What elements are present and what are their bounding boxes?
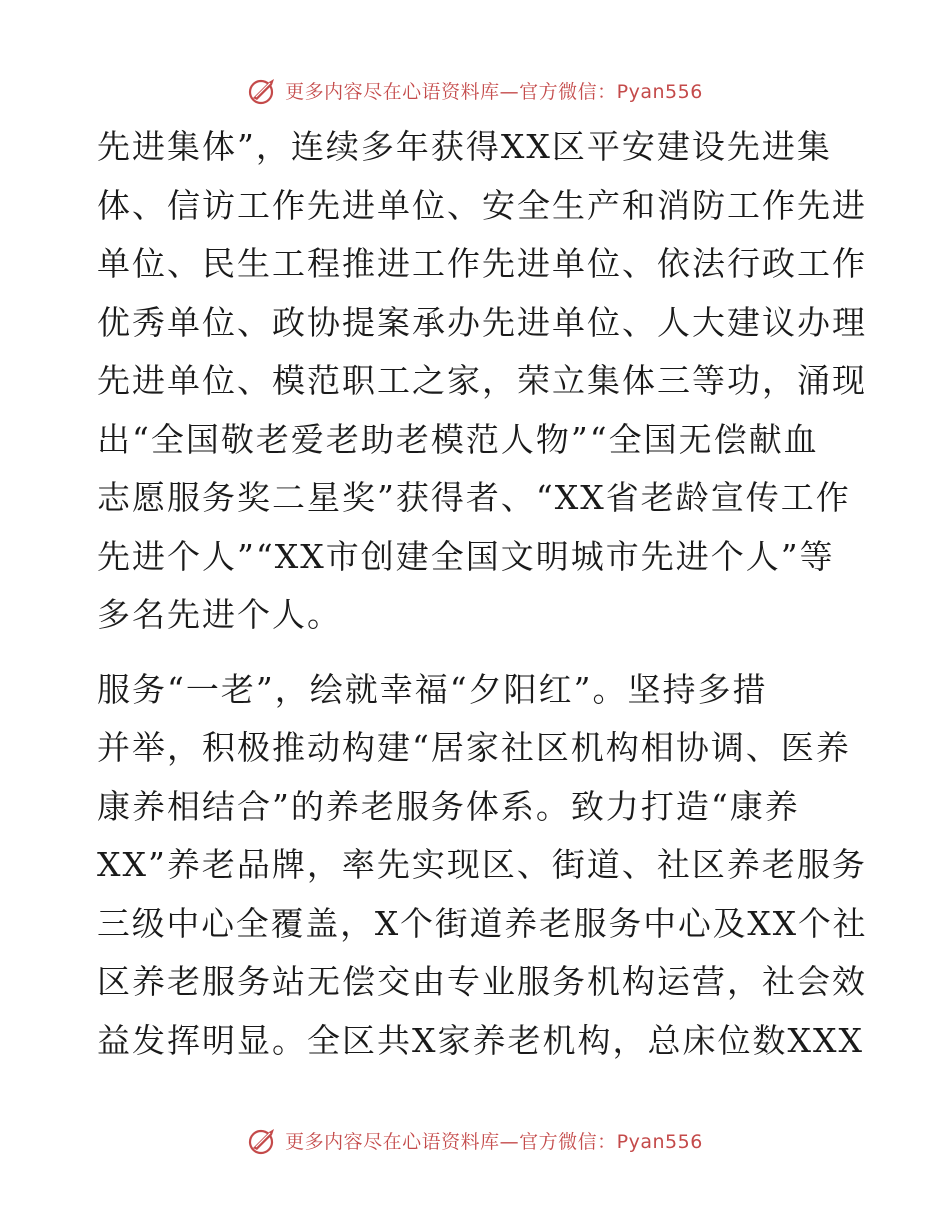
text-line: 并举，积极推动构建“居家社区机构相协调、医养 bbox=[97, 728, 851, 767]
text-line: 益发挥明显。全区共X家养老机构，总床位数XXX bbox=[97, 1020, 864, 1060]
footer-watermark bbox=[0, 1120, 950, 1160]
text-line: 先进个人”“XX市创建全国文明城市先进个人”等 bbox=[97, 536, 835, 576]
text-line: 康养相结合”的养老服务体系。致力打造“康养 bbox=[97, 786, 800, 826]
text-line: 志愿服务奖二星奖”获得者、“XX省老龄宣传工作 bbox=[97, 478, 851, 517]
text-line: XX”养老品牌，率先实现区、街道、社区养老服务 bbox=[97, 845, 867, 884]
text-line: 三级中心全覆盖，X个街道养老服务中心及XX个社 bbox=[97, 903, 868, 943]
body-text bbox=[97, 118, 868, 1070]
pen-nib-logo-icon bbox=[247, 74, 279, 106]
paragraph-2 bbox=[97, 661, 868, 1071]
paragraph-1 bbox=[97, 118, 867, 645]
text-line: 先进集体”，连续多年获得XX区平安建设先进集 bbox=[97, 127, 832, 166]
text-line: 体、信访工作先进单位、安全生产和消防工作先进 bbox=[97, 185, 867, 225]
text-line: 多名先进个人。 bbox=[97, 595, 342, 634]
text-line: 服务“一老”，绘就幸福“夕阳红”。坚持多措 bbox=[97, 669, 768, 709]
watermark-text: 更多内容尽在心语资料库—官方微信：Pyan556 bbox=[285, 80, 703, 103]
text-line: 出“全国敬老爱老助老模范人物”“全国无偿献血 bbox=[97, 419, 819, 459]
text-line: 先进单位、模范职工之家，荣立集体三等功，涌现 bbox=[97, 361, 867, 400]
header-watermark bbox=[0, 70, 950, 110]
pen-nib-logo-icon bbox=[247, 1124, 279, 1156]
text-line: 优秀单位、政协提案承办先进单位、人大建议办理 bbox=[97, 302, 867, 342]
watermark-text: 更多内容尽在心语资料库—官方微信：Pyan556 bbox=[285, 1130, 703, 1153]
text-line: 单位、民生工程推进工作先进单位、依法行政工作 bbox=[97, 244, 867, 283]
text-line: 区养老服务站无偿交由专业服务机构运营，社会效 bbox=[97, 962, 867, 1001]
